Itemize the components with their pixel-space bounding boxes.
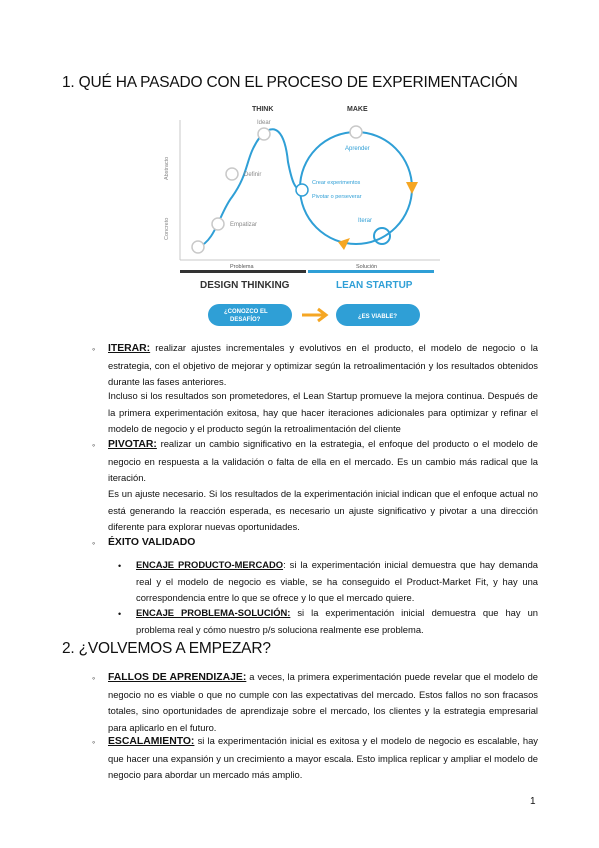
- definir-label: Definir: [244, 172, 262, 178]
- encaje-producto-term: ENCAJE PRODUCTO-MERCADO: [136, 559, 284, 570]
- fallos-item: [108, 669, 538, 736]
- filled-bullet: •: [118, 561, 122, 571]
- solucion-axis-label: Solución: [356, 264, 378, 270]
- lean-startup-bar: [308, 270, 434, 273]
- definir-node: [226, 168, 238, 180]
- pivotar-label: Pivotar o perseverar: [312, 194, 362, 200]
- design-thinking-lean-startup-diagram: [160, 102, 440, 334]
- fallos-term: FALLOS DE APRENDIZAJE:: [108, 672, 247, 683]
- fallos-text: a veces, la primera experimentación puede revelar que el modelo de negocio no es viable o que no cumple con las expectativas del mercado. Estos fallos no son fracasos totales, sino oportunidades de aprendizaje sobre el mercado, los clientes y la estrategia empresarial para aplicarlo en el futuro.: [108, 671, 538, 733]
- section-2-heading: 2. ¿VOLVEMOS A EMPEZAR?: [62, 640, 271, 657]
- aprender-label: Aprender: [345, 146, 370, 152]
- open-bullet: ◦: [92, 673, 96, 683]
- encaje-problema-text: si la experimentación inicial demuestra que hay un problema real y cómo nuestro p/s soluciona realmente ese problema.: [136, 607, 538, 635]
- encaje-producto-item: [136, 557, 538, 607]
- iterar-text: realizar ajustes incrementales y evolutivos en el producto, el modelo de negocio o la estrategia, con el objetivo de mejorar y optimizar según la retroalimentación y los resultados obtenidos durante las fases anteriores.: [108, 342, 538, 387]
- pivotar-text: realizar un cambio significativo en la estrategia, el enfoque del producto o el modelo de negocio en respuesta a la validación o falta de ella en el mercado. Es un cambio más radical que la iteración.: [108, 438, 538, 483]
- filled-bullet: •: [118, 609, 122, 619]
- iterar-paragraph: Incluso si los resultados son prometedores, el Lean Startup promueve la mejora continua. Después de la primera experimentación exitosa, hay que hacer iteraciones adicionales para optimizar y refinar el modelo de negocio y el producto según la retroalimentación del cliente: [108, 390, 538, 434]
- think-label: THINK: [252, 106, 274, 113]
- pivotar-paragraph: Es un ajuste necesario. Si los resultados de la experimentación inicial indican que el enfoque actual no está generando la reacción esperada, es necesario un ajuste significativo y pivotar a una dirección diferente para explorar nuevas oportunidades.: [108, 488, 538, 532]
- escalamiento-term: ESCALAMIENTO:: [108, 736, 195, 747]
- exito-term: ÉXITO VALIDADO: [108, 537, 196, 548]
- section-1-heading: 1. QUÉ HA PASADO CON EL PROCESO DE EXPERIMENTACIÓN: [62, 74, 518, 91]
- page-number: 1: [530, 796, 536, 807]
- conozco-pill-line2: DESAFÍO?: [230, 317, 261, 323]
- lean-startup-title: LEAN STARTUP: [336, 280, 413, 291]
- escalamiento-text: si la experimentación inicial es exitosa y el modelo de negocio es escalable, hay que hacer una expansión y un crecimiento a mayor escala. Esto implica replicar y ampliar el modelo de negocio para abordar un mercado más amplio.: [108, 735, 538, 780]
- pivot-node: [296, 184, 308, 196]
- idear-node: [258, 128, 270, 140]
- conozco-pill-line1: ¿CONOZCO EL: [224, 309, 268, 315]
- problema-axis-label: Problema: [230, 264, 254, 270]
- design-thinking-bar: [180, 270, 306, 273]
- idear-label: Idear: [257, 120, 271, 126]
- concreto-axis-label: Concreto: [164, 217, 170, 240]
- design-thinking-title: DESIGN THINKING: [200, 280, 290, 291]
- aprender-node: [350, 126, 362, 138]
- empatizar-label: Empatizar: [230, 222, 258, 228]
- encaje-producto-text: : si la experimentación inicial demuestra que hay demanda real y el modelo de negocio es viable, se ha conseguido el Product-Market Fit, y hay una correspondencia entre lo que se ofrece y lo que el mercado quiere.: [136, 559, 539, 603]
- design-thinking-curve: [198, 129, 302, 247]
- viable-pill-label: ¿ES VIABLE?: [358, 314, 398, 320]
- open-bullet: ◦: [92, 440, 96, 450]
- open-bullet: ◦: [92, 737, 96, 747]
- make-label: MAKE: [347, 106, 368, 113]
- abstracto-axis-label: Abstracto: [164, 156, 170, 180]
- pill-arrow: [302, 309, 326, 321]
- iterar-term: ITERAR:: [108, 343, 151, 354]
- pivotar-term: PIVOTAR:: [108, 439, 157, 450]
- iterar-item: [108, 340, 538, 391]
- pivotar-item: [108, 436, 538, 487]
- start-node: [192, 241, 204, 253]
- open-bullet: ◦: [92, 538, 96, 548]
- crear-label: Crear experimentos: [312, 180, 361, 186]
- encaje-problema-term: ENCAJE PROBLEMA-SOLUCIÓN:: [136, 607, 291, 618]
- loop-arrow-right: [406, 182, 418, 194]
- iterar-label: Iterar: [358, 218, 373, 224]
- encaje-problema-item: [136, 605, 538, 638]
- empatizar-node: [212, 218, 224, 230]
- exito-item: [108, 534, 538, 552]
- open-bullet: ◦: [92, 344, 96, 354]
- escalamiento-item: [108, 733, 538, 784]
